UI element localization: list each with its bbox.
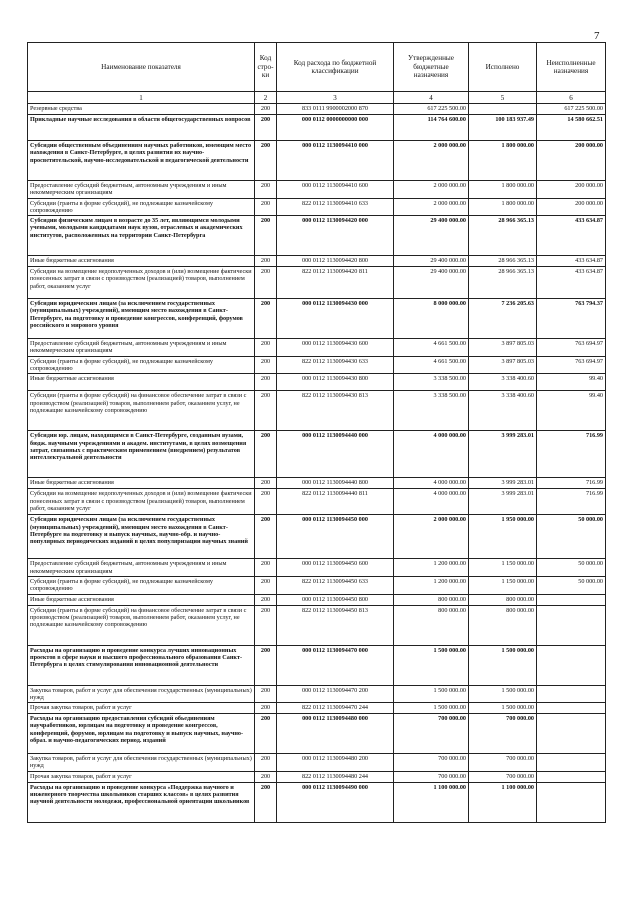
executed-amount-cell: 3 338 400.60 bbox=[469, 374, 537, 391]
executed-amount-cell: 3 999 283.01 bbox=[469, 478, 537, 489]
expense-code-cell: 000 0112 1130094440 000 bbox=[277, 431, 394, 478]
approved-amount-cell: 1 200 000.00 bbox=[394, 559, 469, 577]
unexecuted-amount-cell: 50 000.00 bbox=[537, 515, 606, 559]
executed-amount-cell: 1 500 000.00 bbox=[469, 703, 537, 714]
table-row bbox=[28, 141, 606, 181]
indicator-name-cell: Иные бюджетные ассигнования bbox=[28, 374, 255, 391]
line-code-cell: 200 bbox=[255, 594, 277, 605]
indicator-name-cell: Субсидии на возмещение недополученных доходов и (или) возмещение фактически понесенных затрат в связи с производством (реализацией) товаров, выполнением работ, оказанием услуг bbox=[28, 267, 255, 299]
executed-amount-cell: 1 100 000.00 bbox=[469, 782, 537, 822]
expense-code-cell: 822 0112 1130094470 244 bbox=[277, 703, 394, 714]
unexecuted-amount-cell bbox=[537, 685, 606, 703]
table-header-row bbox=[28, 43, 606, 92]
approved-amount-cell: 1 500 000.00 bbox=[394, 685, 469, 703]
executed-amount-cell: 3 897 805.03 bbox=[469, 356, 537, 374]
table-row bbox=[28, 198, 606, 216]
expense-code-cell: 822 0112 1130094480 244 bbox=[277, 771, 394, 782]
expense-code-cell: 000 0112 0000000000 000 bbox=[277, 115, 394, 141]
page-number: 7 bbox=[594, 30, 600, 42]
unexecuted-amount-cell: 200 000.00 bbox=[537, 198, 606, 216]
indicator-name-cell: Субсидии (гранты в форме субсидий) на финансовое обеспечение затрат в связи с производством (реализацией) товаров, выполнением работ, оказанием услуг, не подлежащие казначейскому сопровождению bbox=[28, 605, 255, 645]
expense-code-cell: 000 0112 1130094420 800 bbox=[277, 256, 394, 267]
indicator-name-cell: Прочая закупка товаров, работ и услуг bbox=[28, 771, 255, 782]
approved-amount-cell: 1 500 000.00 bbox=[394, 645, 469, 685]
unexecuted-amount-cell: 433 634.87 bbox=[537, 267, 606, 299]
indicator-name-cell: Субсидии (гранты в форме субсидий) на финансовое обеспечение затрат в связи с производством (реализацией) товаров, выполнением работ, оказанием услуг, не подлежащие казначейскому сопровождению bbox=[28, 391, 255, 431]
line-code-cell: 200 bbox=[255, 339, 277, 357]
approved-amount-cell: 4 000 000.00 bbox=[394, 431, 469, 478]
table-row bbox=[28, 685, 606, 703]
executed-amount-cell bbox=[469, 104, 537, 115]
approved-amount-cell: 3 338 500.00 bbox=[394, 391, 469, 431]
table-row bbox=[28, 374, 606, 391]
table-row bbox=[28, 216, 606, 256]
executed-amount-cell: 3 999 283.01 bbox=[469, 431, 537, 478]
line-code-cell: 200 bbox=[255, 181, 277, 199]
unexecuted-amount-cell bbox=[537, 782, 606, 822]
indicator-name-cell: Субсидии на возмещение недополученных доходов и (или) возмещение фактически понесенных затрат в связи с производством (реализацией) товаров, выполнением работ, оказанием услуг bbox=[28, 489, 255, 515]
expense-code-cell: 822 0112 1130094430 813 bbox=[277, 391, 394, 431]
approved-amount-cell: 4 000 000.00 bbox=[394, 489, 469, 515]
line-code-cell: 200 bbox=[255, 685, 277, 703]
line-code-cell: 200 bbox=[255, 576, 277, 594]
expense-code-cell: 833 0111 9900002000 870 bbox=[277, 104, 394, 115]
approved-amount-cell: 700 000.00 bbox=[394, 771, 469, 782]
expense-code-cell: 000 0112 1130094430 600 bbox=[277, 339, 394, 357]
line-code-cell: 200 bbox=[255, 703, 277, 714]
approved-amount-cell: 2 000 000.00 bbox=[394, 141, 469, 181]
executed-amount-cell: 1 500 000.00 bbox=[469, 645, 537, 685]
unexecuted-amount-cell: 716.99 bbox=[537, 489, 606, 515]
executed-amount-cell: 3 999 283.01 bbox=[469, 489, 537, 515]
line-code-cell: 200 bbox=[255, 489, 277, 515]
col-number: 3 bbox=[277, 92, 394, 104]
line-code-cell: 200 bbox=[255, 115, 277, 141]
approved-amount-cell: 2 000 000.00 bbox=[394, 198, 469, 216]
indicator-name-cell: Расходы на организацию и проведение конкурса «Поддержка научного и инженерного творчества школьников старших классов» в целях развития научной деятельности молодежи, профессиональной ориентации школьников bbox=[28, 782, 255, 822]
approved-amount-cell: 29 400 000.00 bbox=[394, 267, 469, 299]
approved-amount-cell: 4 661 500.00 bbox=[394, 339, 469, 357]
indicator-name-cell: Предоставление субсидий бюджетным, автономным учреждениям и иным некоммерческим организациям bbox=[28, 339, 255, 357]
approved-amount-cell: 1 500 000.00 bbox=[394, 703, 469, 714]
table-row bbox=[28, 559, 606, 577]
executed-amount-cell: 3 338 400.60 bbox=[469, 391, 537, 431]
line-code-cell: 200 bbox=[255, 299, 277, 339]
expense-code-cell: 000 0112 1130094480 000 bbox=[277, 714, 394, 754]
column-number-row bbox=[28, 92, 606, 104]
line-code-cell: 200 bbox=[255, 198, 277, 216]
header-expense-code: Код расхода по бюджетной классификации bbox=[277, 43, 394, 92]
table-row bbox=[28, 489, 606, 515]
approved-amount-cell: 1 100 000.00 bbox=[394, 782, 469, 822]
line-code-cell: 200 bbox=[255, 714, 277, 754]
executed-amount-cell: 700 000.00 bbox=[469, 754, 537, 772]
line-code-cell: 200 bbox=[255, 104, 277, 115]
unexecuted-amount-cell bbox=[537, 754, 606, 772]
table-row bbox=[28, 771, 606, 782]
unexecuted-amount-cell: 617 225 500.00 bbox=[537, 104, 606, 115]
expense-code-cell: 000 0112 1130094470 000 bbox=[277, 645, 394, 685]
header-executed: Исполнено bbox=[469, 43, 537, 92]
indicator-name-cell: Прочая закупка товаров, работ и услуг bbox=[28, 703, 255, 714]
table-row bbox=[28, 645, 606, 685]
line-code-cell: 200 bbox=[255, 645, 277, 685]
approved-amount-cell: 1 200 000.00 bbox=[394, 576, 469, 594]
executed-amount-cell: 7 236 205.63 bbox=[469, 299, 537, 339]
table-row bbox=[28, 104, 606, 115]
table-row bbox=[28, 594, 606, 605]
line-code-cell: 200 bbox=[255, 559, 277, 577]
unexecuted-amount-cell: 716.99 bbox=[537, 431, 606, 478]
indicator-name-cell: Иные бюджетные ассигнования bbox=[28, 594, 255, 605]
indicator-name-cell: Иные бюджетные ассигнования bbox=[28, 256, 255, 267]
table-row bbox=[28, 115, 606, 141]
indicator-name-cell: Субсидии юр. лицам, находящимся в Санкт-Петербурге, созданным вузами, бюдж. научными учреждениями и академ. институтами, в целях возмещения затрат, связанных с практическим применением (внедрением) результатов интеллектуальной деятельности bbox=[28, 431, 255, 478]
table-row bbox=[28, 782, 606, 822]
approved-amount-cell: 4 000 000.00 bbox=[394, 478, 469, 489]
table-row bbox=[28, 703, 606, 714]
line-code-cell: 200 bbox=[255, 356, 277, 374]
expense-code-cell: 000 0112 1130094480 200 bbox=[277, 754, 394, 772]
unexecuted-amount-cell: 99.40 bbox=[537, 391, 606, 431]
line-code-cell: 200 bbox=[255, 391, 277, 431]
indicator-name-cell: Субсидии общественным объединениям научных работников, имеющим место нахождения в Санкт-Петербурге, в целях развития их научно-просветительской, научно-исследовательской и педагогической деятельности bbox=[28, 141, 255, 181]
executed-amount-cell: 28 966 365.13 bbox=[469, 267, 537, 299]
unexecuted-amount-cell: 433 634.87 bbox=[537, 216, 606, 256]
indicator-name-cell: Субсидии (гранты в форме субсидий), не подлежащие казначейскому сопровождению bbox=[28, 198, 255, 216]
line-code-cell: 200 bbox=[255, 605, 277, 645]
executed-amount-cell: 1 800 000.00 bbox=[469, 198, 537, 216]
line-code-cell: 200 bbox=[255, 431, 277, 478]
expense-code-cell: 000 0112 1130094410 600 bbox=[277, 181, 394, 199]
approved-amount-cell: 800 000.00 bbox=[394, 594, 469, 605]
executed-amount-cell: 800 000.00 bbox=[469, 594, 537, 605]
unexecuted-amount-cell: 50 000.00 bbox=[537, 576, 606, 594]
table-row bbox=[28, 356, 606, 374]
expense-code-cell: 000 0112 1130094470 200 bbox=[277, 685, 394, 703]
expense-code-cell: 822 0112 1130094410 633 bbox=[277, 198, 394, 216]
expense-code-cell: 822 0112 1130094450 633 bbox=[277, 576, 394, 594]
expense-code-cell: 000 0112 1130094450 000 bbox=[277, 515, 394, 559]
executed-amount-cell: 1 150 000.00 bbox=[469, 576, 537, 594]
indicator-name-cell: Прикладные научные исследования в области общегосударственных вопросов bbox=[28, 115, 255, 141]
indicator-name-cell: Закупка товаров, работ и услуг для обеспечения государственных (муниципальных) нужд bbox=[28, 754, 255, 772]
expense-code-cell: 822 0112 1130094430 633 bbox=[277, 356, 394, 374]
approved-amount-cell: 29 400 000.00 bbox=[394, 256, 469, 267]
approved-amount-cell: 2 000 000.00 bbox=[394, 181, 469, 199]
unexecuted-amount-cell: 99.40 bbox=[537, 374, 606, 391]
table-row bbox=[28, 605, 606, 645]
approved-amount-cell: 8 000 000.00 bbox=[394, 299, 469, 339]
unexecuted-amount-cell bbox=[537, 645, 606, 685]
table-row bbox=[28, 754, 606, 772]
indicator-name-cell: Расходы на организацию предоставления субсидий обьединениям научработников, юрлицам на подготовку и проведение конгрессов, конференций, форумов, юрлицам на подготовку и выпуск научных, научно-образ. и научно-педагогических период. изданий bbox=[28, 714, 255, 754]
executed-amount-cell: 1 800 000.00 bbox=[469, 141, 537, 181]
indicator-name-cell: Резервные средства bbox=[28, 104, 255, 115]
header-unexecuted: Неисполненные назначения bbox=[537, 43, 606, 92]
executed-amount-cell: 800 000.00 bbox=[469, 605, 537, 645]
indicator-name-cell: Субсидии (гранты в форме субсидий), не подлежащие казначейскому сопровождению bbox=[28, 356, 255, 374]
approved-amount-cell: 700 000.00 bbox=[394, 714, 469, 754]
table-row bbox=[28, 391, 606, 431]
unexecuted-amount-cell bbox=[537, 594, 606, 605]
budget-execution-table bbox=[27, 42, 606, 823]
approved-amount-cell: 800 000.00 bbox=[394, 605, 469, 645]
executed-amount-cell: 1 150 000.00 bbox=[469, 559, 537, 577]
indicator-name-cell: Субсидии (гранты в форме субсидий), не подлежащие казначейскому сопровождению bbox=[28, 576, 255, 594]
approved-amount-cell: 700 000.00 bbox=[394, 754, 469, 772]
expense-code-cell: 000 0112 1130094430 800 bbox=[277, 374, 394, 391]
line-code-cell: 200 bbox=[255, 782, 277, 822]
line-code-cell: 200 bbox=[255, 478, 277, 489]
col-number: 6 bbox=[537, 92, 606, 104]
expense-code-cell: 000 0112 1130094450 600 bbox=[277, 559, 394, 577]
indicator-name-cell: Закупка товаров, работ и услуг для обеспечения государственных (муниципальных) нужд bbox=[28, 685, 255, 703]
executed-amount-cell: 1 800 000.00 bbox=[469, 181, 537, 199]
col-number: 5 bbox=[469, 92, 537, 104]
approved-amount-cell: 2 000 000.00 bbox=[394, 515, 469, 559]
indicator-name-cell: Предоставление субсидий бюджетным, автономным учреждениям и иным некоммерческим организациям bbox=[28, 181, 255, 199]
approved-amount-cell: 617 225 500.00 bbox=[394, 104, 469, 115]
table-row bbox=[28, 181, 606, 199]
table-row bbox=[28, 515, 606, 559]
executed-amount-cell: 700 000.00 bbox=[469, 771, 537, 782]
header-approved: Утвержденные бюджетные назначения bbox=[394, 43, 469, 92]
col-number: 4 bbox=[394, 92, 469, 104]
approved-amount-cell: 29 400 000.00 bbox=[394, 216, 469, 256]
executed-amount-cell: 1 500 000.00 bbox=[469, 685, 537, 703]
expense-code-cell: 000 0112 1130094420 000 bbox=[277, 216, 394, 256]
table-row bbox=[28, 714, 606, 754]
table-body bbox=[28, 104, 606, 823]
unexecuted-amount-cell bbox=[537, 771, 606, 782]
col-number: 2 bbox=[255, 92, 277, 104]
unexecuted-amount-cell: 763 794.37 bbox=[537, 299, 606, 339]
unexecuted-amount-cell: 763 694.97 bbox=[537, 339, 606, 357]
unexecuted-amount-cell: 200 000.00 bbox=[537, 181, 606, 199]
executed-amount-cell: 100 183 937.49 bbox=[469, 115, 537, 141]
table-row bbox=[28, 256, 606, 267]
unexecuted-amount-cell bbox=[537, 714, 606, 754]
header-indicator-name: Наименование показателя bbox=[28, 43, 255, 92]
expense-code-cell: 000 0112 1130094410 000 bbox=[277, 141, 394, 181]
expense-code-cell: 822 0112 1130094450 813 bbox=[277, 605, 394, 645]
expense-code-cell: 000 0112 1130094430 000 bbox=[277, 299, 394, 339]
executed-amount-cell: 3 897 805.03 bbox=[469, 339, 537, 357]
line-code-cell: 200 bbox=[255, 216, 277, 256]
approved-amount-cell: 114 764 600.00 bbox=[394, 115, 469, 141]
expense-code-cell: 822 0112 1130094440 811 bbox=[277, 489, 394, 515]
line-code-cell: 200 bbox=[255, 256, 277, 267]
line-code-cell: 200 bbox=[255, 267, 277, 299]
indicator-name-cell: Иные бюджетные ассигнования bbox=[28, 478, 255, 489]
table-row bbox=[28, 478, 606, 489]
unexecuted-amount-cell bbox=[537, 703, 606, 714]
executed-amount-cell: 1 950 000.00 bbox=[469, 515, 537, 559]
expense-code-cell: 000 0112 1130094450 800 bbox=[277, 594, 394, 605]
line-code-cell: 200 bbox=[255, 141, 277, 181]
line-code-cell: 200 bbox=[255, 515, 277, 559]
line-code-cell: 200 bbox=[255, 374, 277, 391]
indicator-name-cell: Предоставление субсидий бюджетным, автономным учреждениям и иным некоммерческим организациям bbox=[28, 559, 255, 577]
unexecuted-amount-cell: 200 000.00 bbox=[537, 141, 606, 181]
table-row bbox=[28, 299, 606, 339]
approved-amount-cell: 4 661 500.00 bbox=[394, 356, 469, 374]
unexecuted-amount-cell: 716.99 bbox=[537, 478, 606, 489]
indicator-name-cell: Субсидии юридическим лицам (за исключением государственных (муниципальных) учреждений), имеющим место нахождения в Санкт-Петербурге, на подготовку и проведение конгрессов, конференций, форумов российского и мирового уровня bbox=[28, 299, 255, 339]
unexecuted-amount-cell: 14 580 662.51 bbox=[537, 115, 606, 141]
executed-amount-cell: 28 966 365.13 bbox=[469, 256, 537, 267]
line-code-cell: 200 bbox=[255, 771, 277, 782]
expense-code-cell: 000 0112 1130094440 800 bbox=[277, 478, 394, 489]
indicator-name-cell: Субсидии юридическим лицам (за исключением государственных (муниципальных) учреждений), имеющим место нахождения в Санкт-Петербурге на подготовку и выпуск научных, научно-обр. и научно-популярных периодических изданий в целях популяризации научных знаний bbox=[28, 515, 255, 559]
table-row bbox=[28, 339, 606, 357]
approved-amount-cell: 3 338 500.00 bbox=[394, 374, 469, 391]
line-code-cell: 200 bbox=[255, 754, 277, 772]
indicator-name-cell: Субсидии физическим лицам в возрасте до 35 лет, являющимся молодыми учеными, молодыми кандидатами наук вузов, отраслевых и академических институтов, расположенных на территории Санкт-Петербурга bbox=[28, 216, 255, 256]
table-row bbox=[28, 267, 606, 299]
table-row bbox=[28, 431, 606, 478]
unexecuted-amount-cell: 50 000.00 bbox=[537, 559, 606, 577]
expense-code-cell: 000 0112 1130094490 000 bbox=[277, 782, 394, 822]
expense-code-cell: 822 0112 1130094420 811 bbox=[277, 267, 394, 299]
header-line-code: Код стро-ки bbox=[255, 43, 277, 92]
col-number: 1 bbox=[28, 92, 255, 104]
indicator-name-cell: Расходы на организацию и проведение конкурса лучших инновационных проектов в сфере науки и высшего профессионального образования Санкт-Петербурга в целях стимулирования инновационной деятельности bbox=[28, 645, 255, 685]
unexecuted-amount-cell bbox=[537, 605, 606, 645]
executed-amount-cell: 700 000.00 bbox=[469, 714, 537, 754]
unexecuted-amount-cell: 763 694.97 bbox=[537, 356, 606, 374]
executed-amount-cell: 28 966 365.13 bbox=[469, 216, 537, 256]
unexecuted-amount-cell: 433 634.87 bbox=[537, 256, 606, 267]
table-row bbox=[28, 576, 606, 594]
